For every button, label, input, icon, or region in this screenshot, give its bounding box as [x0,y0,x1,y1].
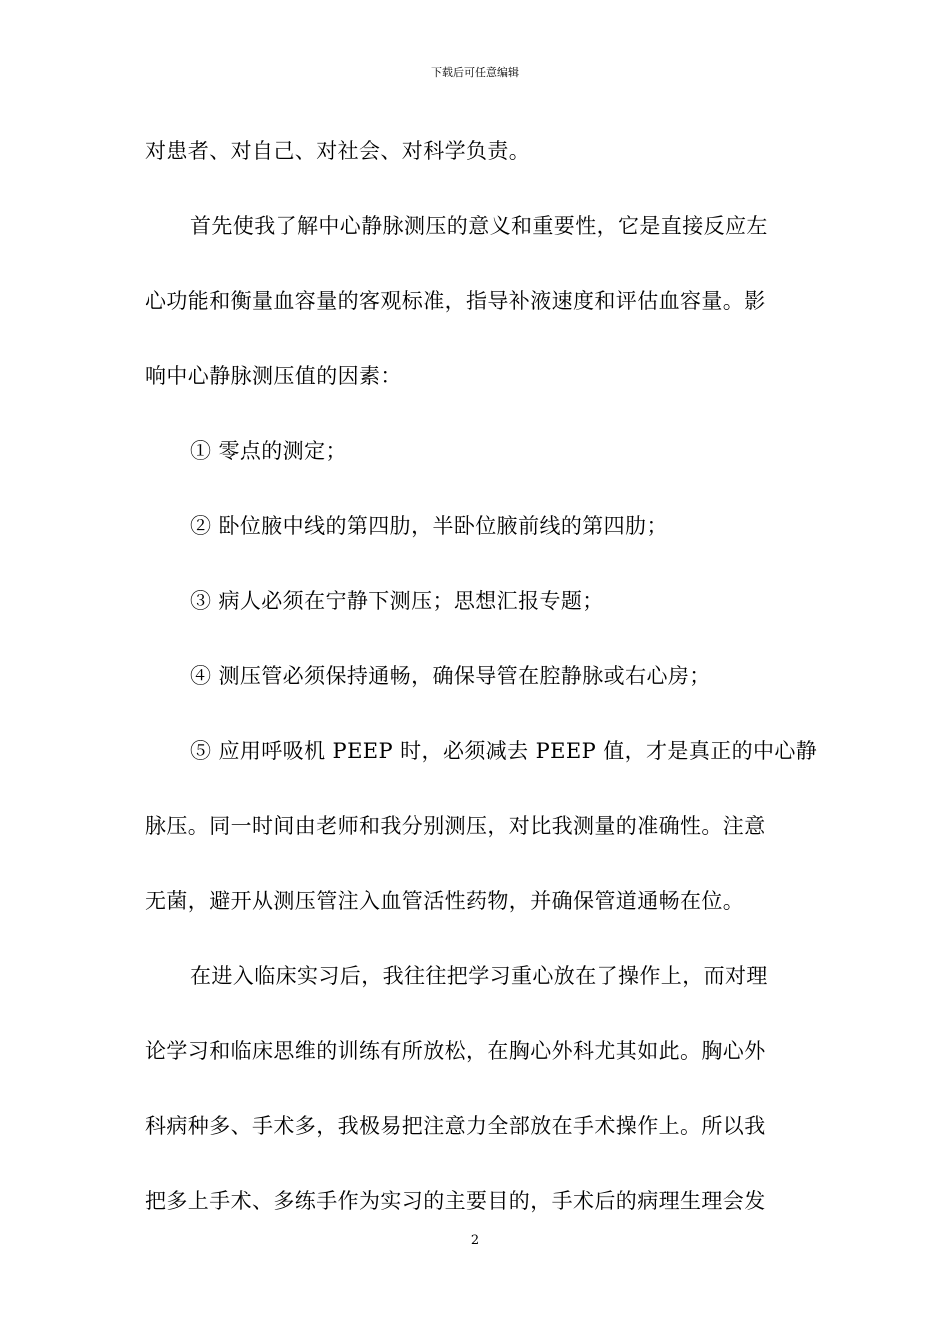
page-header: 下载后可任意编辑 [431,66,519,79]
text-line: 首先使我了解中心静脉测压的意义和重要性，它是直接反应左 [190,214,768,238]
text-line: 脉压。同一时间由老师和我分别测压，对比我测量的准确性。注意 [145,814,766,838]
page-number: 2 [470,1233,480,1248]
text-line: 论学习和临床思维的训练有所放松，在胸心外科尤其如此。胸心外 [145,1039,766,1063]
text-line: 心功能和衡量血容量的客观标准，指导补液速度和评估血容量。影 [145,289,766,313]
list-item: ① 零点的测定； [190,439,347,463]
text-line: 把多上手术、多练手作为实习的主要目的，手术后的病理生理会发 [145,1189,766,1213]
list-item: ② 卧位腋中线的第四肋，半卧位腋前线的第四肋； [190,514,668,538]
text-line: 无菌，避开从测压管注入血管活性药物，并确保管道通畅在位。 [145,889,745,913]
text-line: 响中心静脉测压值的因素： [145,364,402,388]
list-item: ④ 测压管必须保持通畅，确保导管在腔静脉或右心房； [190,664,711,688]
list-item: ③ 病人必须在宁静下测压；思想汇报专题； [190,589,604,613]
text-line: 科病种多、手术多，我极易把注意力全部放在手术操作上。所以我 [145,1114,766,1138]
text-line: 对患者、对自己、对社会、对科学负责。 [145,139,531,163]
list-item: ⑤ 应用呼吸机 PEEP 时，必须减去 PEEP 值，才是真正的中心静 [190,739,818,763]
text-line: 在进入临床实习后，我往往把学习重心放在了操作上，而对理 [190,964,768,988]
